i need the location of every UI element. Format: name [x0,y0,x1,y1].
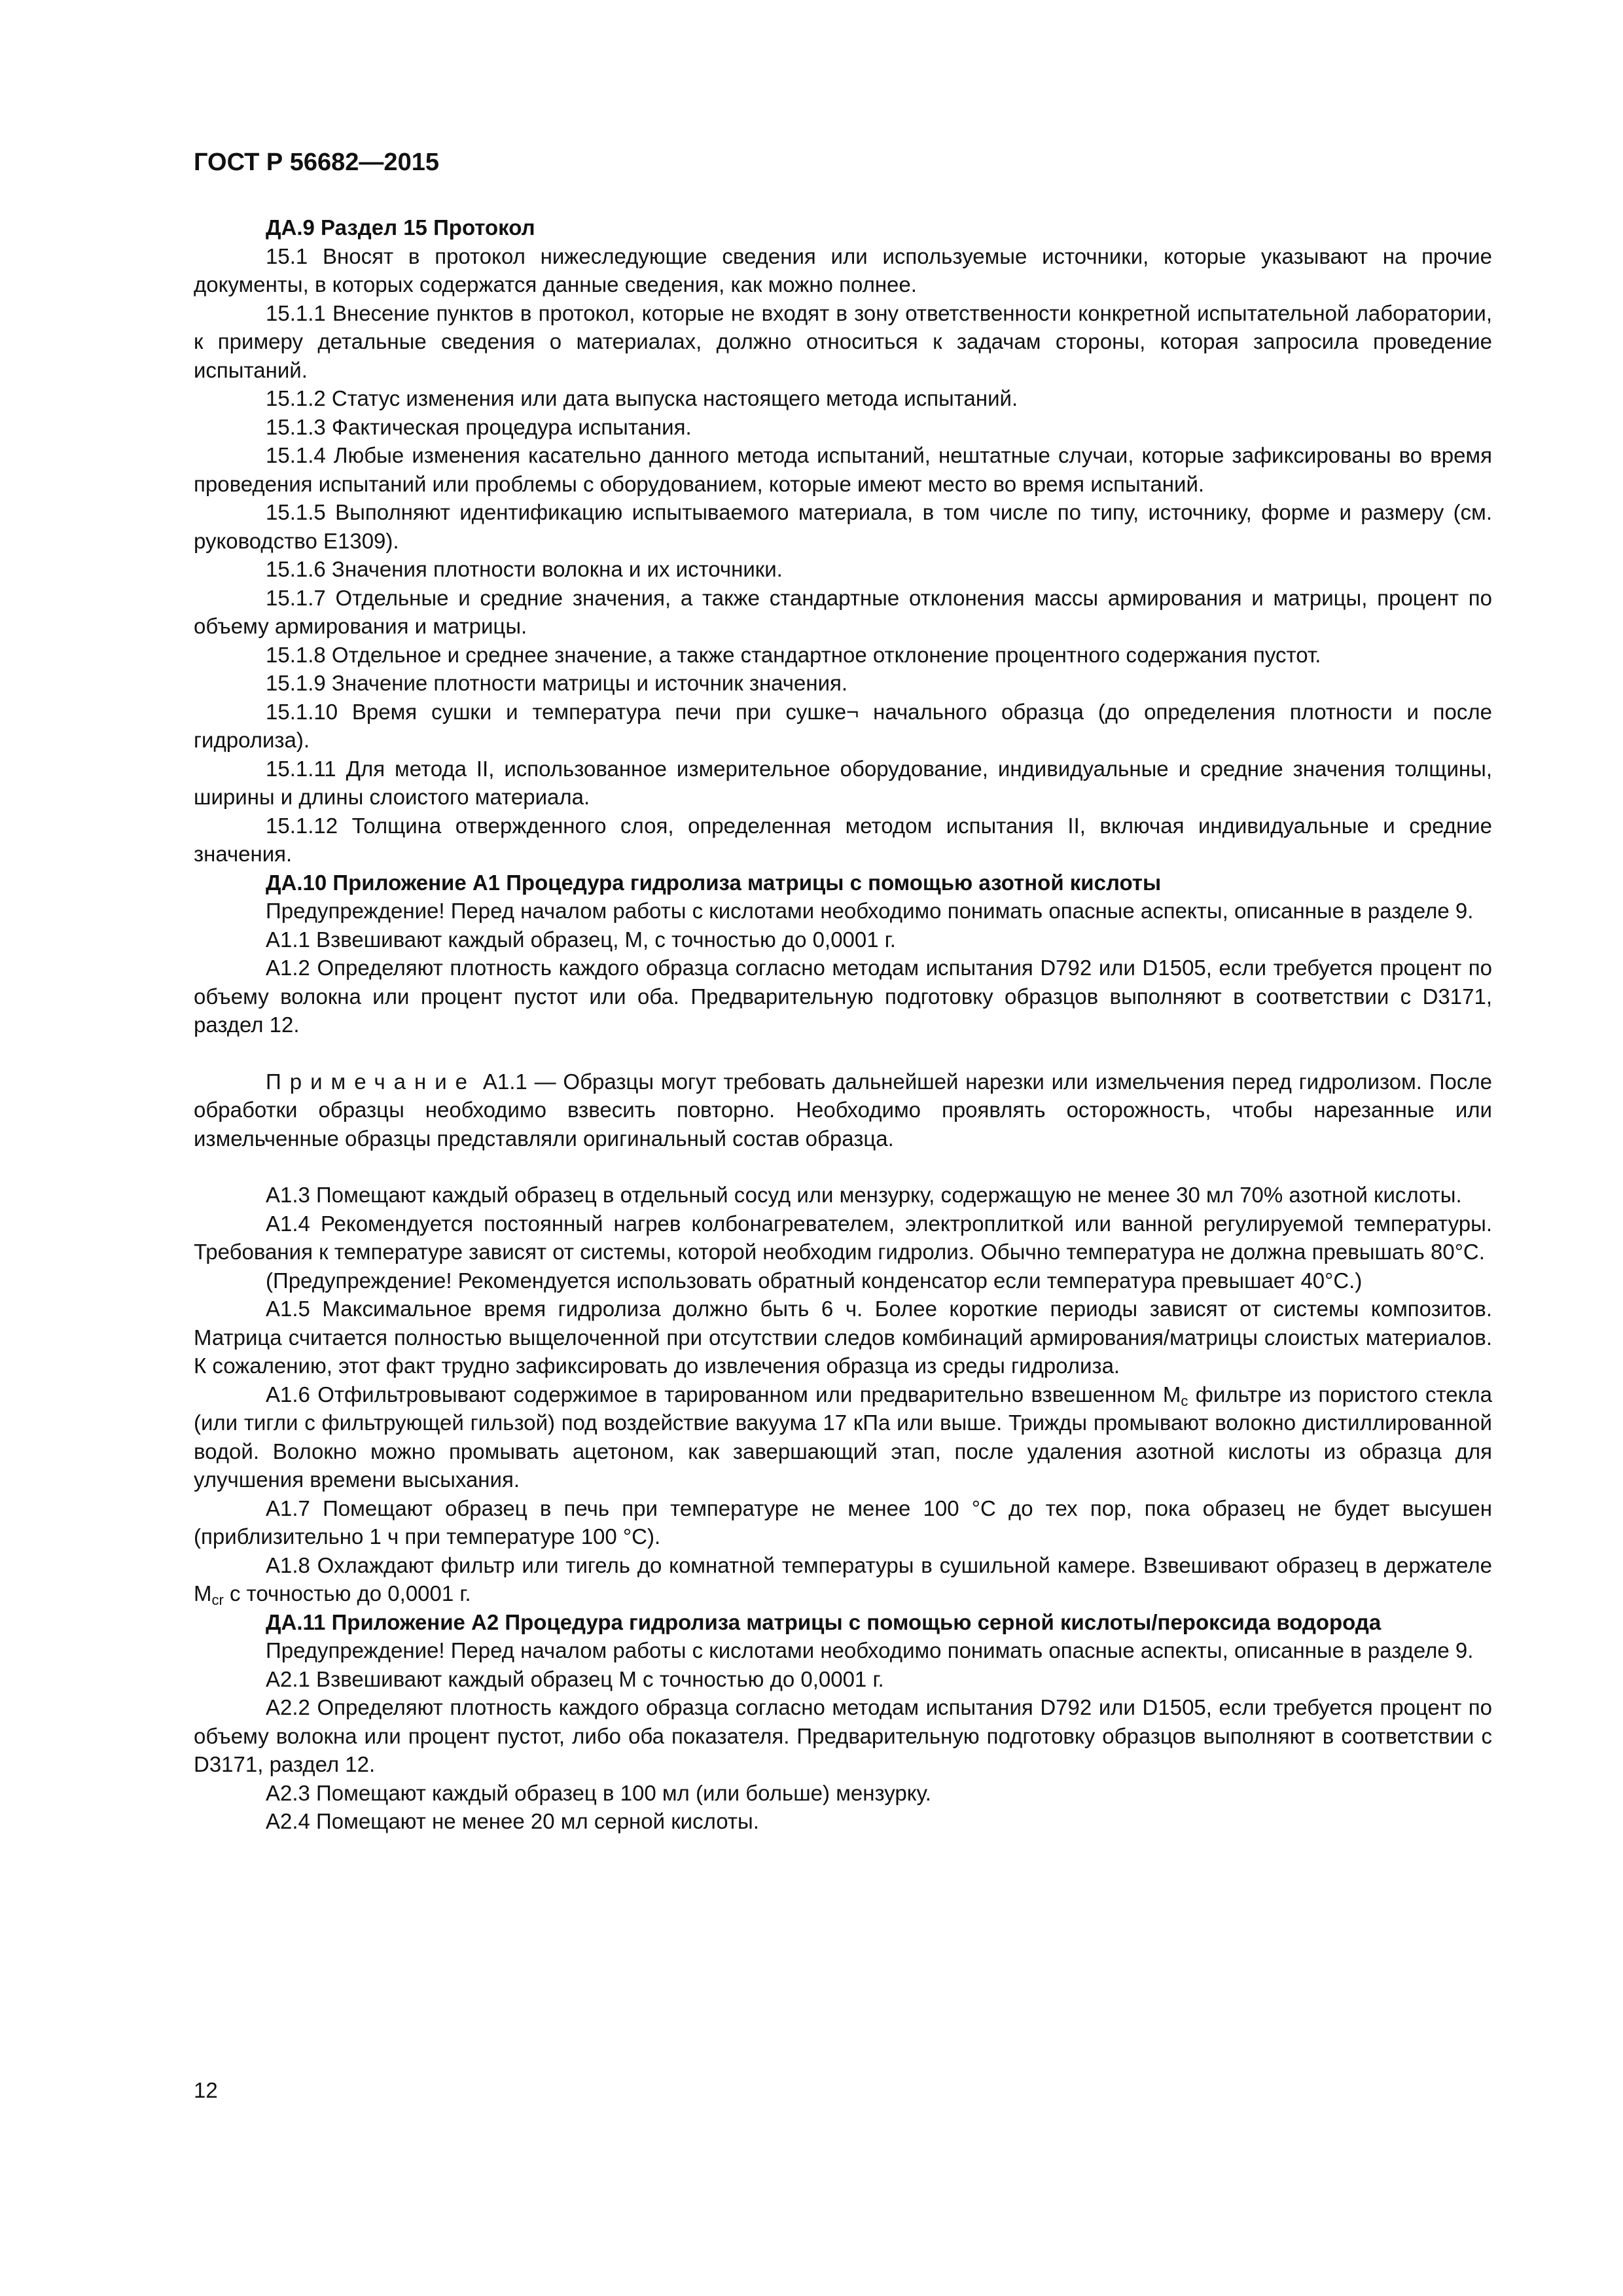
paragraph: А2.3 Помещают каждый образец в 100 мл (или больше) мензурку. [266,1780,931,1805]
paragraph: 15.1.12 Толщина отвержденного слоя, определенная методом испытания II, включая индивидуальные и средние значения. [194,813,1492,866]
paragraph: 15.1.8 Отдельное и среднее значение, а также стандартное отклонение процентного содержания пустот. [266,642,1321,667]
paragraph: 15.1.3 Фактическая процедура испытания. [266,414,692,439]
section-heading: ДА.10 Приложение А1 Процедура гидролиза матрицы с помощью азотной кислоты [266,870,1162,895]
paragraph: А1.3 Помещают каждый образец в отдельный сосуд или мензурку, содержащую не менее 30 мл 70% азотной кислоты. [266,1183,1462,1207]
paragraph-text: с точностью до 0,0001 г. [223,1581,471,1605]
paragraph: 15.1.2 Статус изменения или дата выпуска настоящего метода испытаний. [266,386,1018,410]
section-heading: ДА.9 Раздел 15 Протокол [266,215,535,240]
paragraph: Предупреждение! Перед началом работы с кислотами необходимо понимать опасные аспекты, описанные в разделе 9. [266,899,1474,923]
paragraph: Предупреждение! Перед началом работы с кислотами необходимо понимать опасные аспекты, описанные в разделе 9. [266,1638,1474,1662]
paragraph [194,1380,1492,1494]
subscript: c [1181,1392,1188,1409]
paragraph: 15.1.9 Значение плотности матрицы и источник значения. [266,671,848,695]
note-text: А1.1 — Образцы могут требовать дальнейшей нарезки или измельчения перед гидролизом. После обработки образцы необходимо взвесить повторно. Необходимо проявлять осторожность, чтобы нарезанные или измельченные образцы представляли оригинальный состав образца. [194,1069,1492,1151]
paragraph: А1.4 Рекомендуется постоянный нагрев колбонагревателем, электроплиткой или ванной регулируемой температуры. Требования к температуре зависят от системы, которой необходим гидролиз. Обычно температура не должна превышать 80°С. [194,1211,1492,1264]
document-body [194,213,1492,1836]
subscript: cr [211,1592,224,1608]
paragraph: А2.2 Определяют плотность каждого образца согласно методам испытания D792 или D1505, если требуется процент по объему волокна или процент пустот, либо оба показателя. Предварительную подготовку образцов выполняют в соответствии с D3171, раздел 12. [194,1695,1492,1776]
paragraph: А1.7 Помещают образец в печь при температуре не менее 100 °C до тех пор, пока образец не будет высушен (приблизительно 1 ч при температуре 100 °C). [194,1496,1492,1549]
paragraph: А2.4 Помещают не менее 20 мл серной кислоты. [266,1809,759,1833]
page-number: 12 [194,2078,218,2102]
paragraph: А2.1 Взвешивают каждый образец М с точностью до 0,0001 г. [266,1666,884,1691]
paragraph: 15.1.5 Выполняют идентификацию испытываемого материала, в том числе по типу, источнику, форме и размеру (см. руководство E1309). [194,500,1492,553]
section-heading: ДА.11 Приложение А2 Процедура гидролиза матрицы с помощью серной кислоты/пероксида водорода [266,1609,1382,1634]
paragraph: 15.1.10 Время сушки и температура печи при сушке¬ начального образца (до определения плотности и после гидролиза). [194,699,1492,752]
paragraph [194,1551,1492,1608]
paragraph: А1.2 Определяют плотность каждого образца согласно методам испытания D792 или D1505, если требуется процент по объему волокна или процент пустот или оба. Предварительную подготовку образцов выполняют в соответствии с D3171, раздел 12. [194,956,1492,1037]
paragraph: 15.1.6 Значения плотности волокна и их источники. [266,557,783,581]
paragraph: 15.1.1 Внесение пунктов в протокол, которые не входят в зону ответственности конкретной испытательной лаборатории, к примеру детальные сведения о материалах, должно относиться к задачам стороны, которая запросила проведение испытаний. [194,300,1492,382]
note-label: Примечание [266,1069,476,1094]
paragraph: 15.1.11 Для метода II, использованное измерительное оборудование, индивидуальные и средние значения толщины, ширины и длины слоистого материала. [194,756,1492,809]
page-header: ГОСТ Р 56682—2015 [194,149,439,176]
paragraph: 15.1 Вносят в протокол нижеследующие сведения или используемые источники, которые указывают на прочие документы, в которых содержатся данные сведения, как можно полнее. [194,243,1492,296]
paragraph-text: А1.8 Охлаждают фильтр или тигель до комнатной температуры в сушильной камере. Взвешивают образец в держателе M [194,1552,1492,1605]
paragraph: 15.1.4 Любые изменения касательно данного метода испытаний, нештатные случаи, которые зафиксированы во время проведения испытаний или проблемы с оборудованием, которые имеют место во время испытаний. [194,443,1492,496]
paragraph: А1.1 Взвешивают каждый образец, М, с точностью до 0,0001 г. [266,927,896,952]
paragraph-text: А1.6 Отфильтровывают содержимое в тарированном или предварительно взвешенном M [266,1382,1181,1407]
note-paragraph [194,1067,1492,1153]
paragraph: (Предупреждение! Рекомендуется использовать обратный конденсатор если температура превышает 40°С.) [266,1268,1363,1293]
paragraph: А1.5 Максимальное время гидролиза должно быть 6 ч. Более короткие периоды зависят от системы композитов. Матрица считается полностью выщелоченной при отсутствии следов комбинаций армирования/матрицы слоистых материалов. К сожалению, этот факт трудно зафиксировать до извлечения образца из среды гидролиза. [194,1297,1492,1378]
paragraph-text: фильтре из пористого стекла (или тигли с фильтрующей гильзой) под воздействие вакуума 17 кПа или выше. Трижды промывают волокно дистиллированной водой. Волокно можно промывать ацетоном, как завершающий этап, после удаления азотной кислоты из образца для улучшения времени высыхания. [194,1382,1493,1492]
paragraph: 15.1.7 Отдельные и средние значения, а также стандартные отклонения массы армирования и матрицы, процент по объему армирования и матрицы. [194,585,1492,638]
